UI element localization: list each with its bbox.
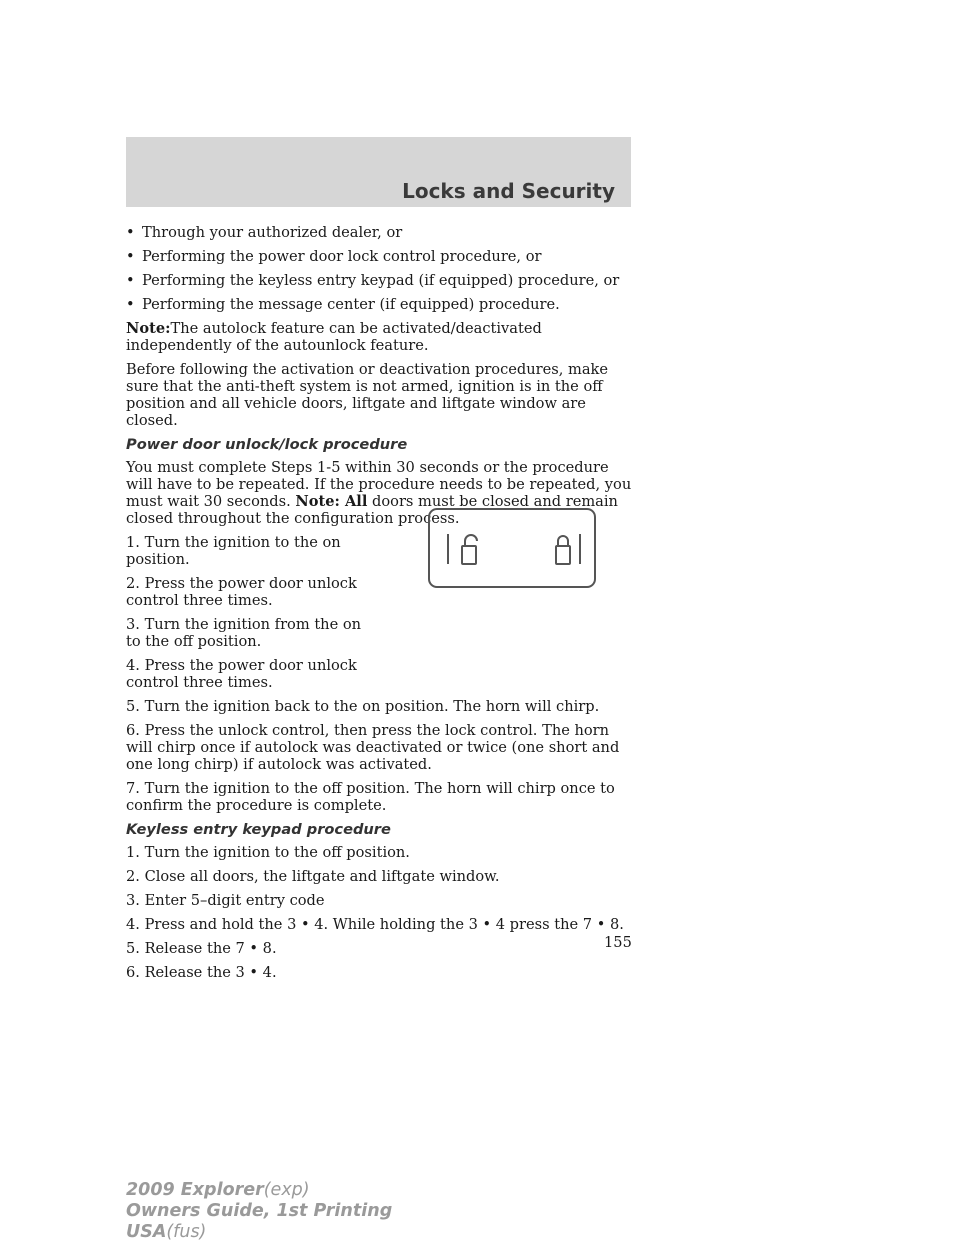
footer-model: 2009 Explorer xyxy=(126,1180,264,1200)
list-item: • Through your authorized dealer, or xyxy=(126,224,636,241)
procedure-step: 3. Enter 5–digit entry code xyxy=(126,892,325,909)
list-item: • Performing the message center (if equipped) procedure. xyxy=(126,296,636,313)
intro-paragraph: Before following the activation or deactivation procedures, make sure that the anti-theft system is not armed, ignition is in the off position and all vehicle doors, liftgate and liftgate window are closed. xyxy=(126,361,609,429)
document-footer xyxy=(126,1180,392,1243)
door-lock-control-drawing xyxy=(430,510,594,586)
options-list xyxy=(126,224,636,313)
procedure-step: 6. Release the 3 • 4. xyxy=(126,964,277,981)
procedure-step: 4. Press the power door unlock control three times. xyxy=(126,657,357,691)
power-note-label: Note: All xyxy=(295,493,368,510)
procedure-step: 1. Turn the ignition to the on position. xyxy=(126,534,341,568)
section-header-band xyxy=(126,137,631,207)
list-item: • Performing the power door lock control procedure, or xyxy=(126,248,636,265)
door-lock-control-figure xyxy=(428,508,596,588)
footer-line xyxy=(126,1222,392,1243)
note-paragraph xyxy=(126,320,636,354)
footer-market-code: (fus) xyxy=(166,1222,207,1242)
footer-line xyxy=(126,1180,392,1201)
procedure-step: 4. Press and hold the 3 • 4. While holding the 3 • 4 press the 7 • 8. xyxy=(126,916,624,933)
procedure-step: 3. Turn the ignition from the on to the off position. xyxy=(126,616,362,650)
procedure-step: 5. Turn the ignition back to the on position. The horn will chirp. xyxy=(126,698,600,715)
note-text: The autolock feature can be activated/deactivated independently of the autounlock feature. xyxy=(126,320,542,354)
list-item: • Performing the keyless entry keypad (if equipped) procedure, or xyxy=(126,272,636,289)
procedure-step: 2. Press the power door unlock control three times. xyxy=(126,575,357,609)
footer-market: USA xyxy=(126,1222,167,1242)
procedure-step: 2. Close all doors, the liftgate and liftgate window. xyxy=(126,868,500,885)
procedure-step: 7. Turn the ignition to the off position. The horn will chirp once to confirm the procedure is complete. xyxy=(126,780,615,814)
keypad-procedure-heading: Keyless entry keypad procedure xyxy=(126,821,391,838)
unlock-icon xyxy=(448,534,477,564)
procedure-step: 5. Release the 7 • 8. xyxy=(126,940,277,957)
power-note-text: doors must be closed and remain closed throughout the configuration process. xyxy=(126,493,618,527)
footer-model-code: (exp) xyxy=(263,1180,310,1200)
lock-icon xyxy=(556,534,580,564)
page-content xyxy=(126,224,636,988)
footer-line: Owners Guide, 1st Printing xyxy=(126,1201,393,1221)
note-label: Note: xyxy=(126,320,171,337)
page-number: 155 xyxy=(604,934,632,951)
procedure-step: 1. Turn the ignition to the off position. xyxy=(126,844,410,861)
power-intro-text: You must complete Steps 1-5 within 30 seconds or the procedure will have to be repeated. If the procedure needs to be repeated, you must wait 30 seconds. xyxy=(126,459,632,510)
power-procedure-heading: Power door unlock/lock procedure xyxy=(126,436,408,453)
section-title: Locks and Security xyxy=(402,179,615,203)
procedure-step: 6. Press the unlock control, then press the lock control. The horn will chirp once if autolock was deactivated or twice (one short and one long chirp) if autolock was activated. xyxy=(126,722,620,773)
